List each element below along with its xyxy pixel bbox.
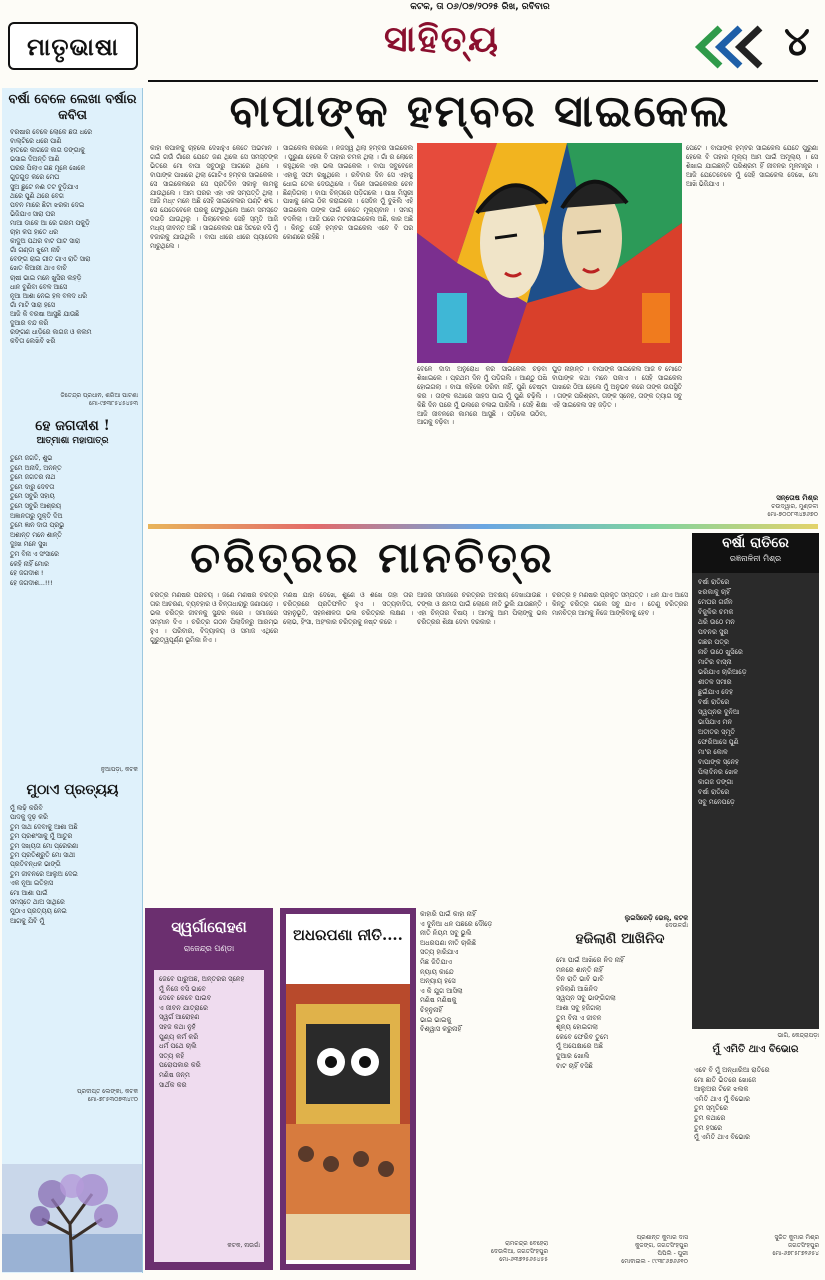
section-divider: [148, 524, 818, 529]
main-article-col-3: ବେଳେ ଦାଦା ଅନୁରୋଧ କରି ସାଇକେଲ ଚଢ଼ିବା ଶିଖାଇଲେ । ପ୍ରଥମ ଦିନ ମୁଁ ପଡ଼ିଗଲି । ଆଣ୍ଠୁ ଘଷି ହୋଇଗଲା । ବାପା କହିଲେ ଡରିବା ନାହିଁ, ପୁଣି ଚେଷ୍ଟା କର । ତାଙ୍କ କଥାରେ ସାହସ ପାଇ ମୁଁ ପୁଣି ଚଢ଼ିଲି । କିଛି ଦିନ ପରେ ମୁଁ ଭଲରେ ଚଳାଇ ପାରିଲି । ସେହି ଶିକ୍ଷା ଆଜି ଜୀବନରେ କାମରେ ଆସୁଛି । ପଡ଼ିଲେ ଉଠିବା, ଆଗକୁ ବଢ଼ିବା ।: [417, 366, 547, 427]
poem2-subtitle: ଆତ୍ମାଶା ମହାପାତ୍ର: [36, 436, 109, 446]
right-poem-title: ବର୍ଷା ରାତିରେ: [722, 535, 789, 551]
newspaper-logo: [8, 22, 138, 70]
svargarohan-title: ସ୍ୱର୍ଗାରୋହଣ: [171, 918, 247, 936]
right-poem-body: ବର୍ଷା ରାତିରେ ଝରକାକୁ ଚାହିଁ ମେଘର ଗର୍ଜନ ବିଜୁଳିର ଚମକ ଥରି ଉଠେ ମନ ପବନର ସୁର ଗଛର ପତ୍ର ନାଚି ଉଠେ ଖୁସିରେ ମାଟିର ବାସ୍ନା ଭରିଯାଏ ଚାରିଆଡ଼େ ଶୀତଳ ସମୀର ଛୁଇଁଯାଏ ଦେହ ବର୍ଷା ରାତିରେ ସ୍ୱପ୍ନର ଦୁନିଆ ଭାସିଯାଏ ମନ ଅତୀତର ସ୍ମୃତି ଫେରିଆସେ ପୁଣି ମା'ର କୋଳ ବାପାଙ୍କ ସ୍ନେହ ପିଲାଦିନର ଖେଳ କାଗଜ ଡଙ୍ଗା ବର୍ଷା ରାତିରେ ସବୁ ମନେପଡ଼େ: [698, 578, 747, 806]
poem2-body: ତୁମେ ଜଗତି, ଶୁଭ ତୁମେ ଅନାଦି, ଅନନ୍ତ ତୁମେ ଜଗତର ନାଥ ତୁମେ ଦାରୁ ଦେବତା ତୁମେ ସବୁରି ସହାୟ ତୁମେ ସବୁରି ଆଶ୍ରୟ ଅଜ୍ଞାନତାରୁ ମୁକ୍ତି ଦିଅ ତୁମେ ଜ୍ଞାନ ଦାତା ପ୍ରଭୁ ଅଶାନ୍ତ ମନେ ଶାନ୍ତି ଦୁଃଖ ମନେ ସୁଖ ତୁମ ବିନା ଏ ସଂସାରେ କେହି ନାହିଁ ମୋର ହେ ଜଗଦୀଶ ! ହେ ଜଗଦୀଶ...!!!: [10, 454, 65, 587]
adharpana-title: ଅଧରପଣା ନୀତି....: [293, 926, 403, 944]
masthead-rule: [148, 80, 818, 82]
poem1-body: ବରଷାର ବେଳେ ଲୋକେ ଛତା ଧରେ ବାଲ୍ଟିରେ ଧରେ ପାଣି ହାତରେ କାଗଜେ କାଗ ଡଙ୍ଗାକୁ ଭସାଇ ଦିଅନ୍ତି ଆଣି ଘରର ପିଲାଏ ଗଛ ମୂଳେ ଖେଳେ ଗୁଡ଼ଗୁଡ଼ କରେ ମେଘ ସୁଅ ଛୁଟେ ନଈ ତଟ ବୁଡ଼ିଯାଏ ଥରେ ପୁଣି ଥରେ ବେଗ ପବନ ମାରେ ଛିଟା ଝରକା ଦେଇ ଭିଜିଯାଏ ସାରା ଘର ମାଆ ଡାକେ ଆ ରେ ଗରମ ପକୁଡ଼ି ଚାହା କପ ହାତେ ଧର କାଦୁଅ ପଥର ବାଟ ଘାଟ ସାରା ଗାଁ ଗଣ୍ଡା ଝୁମେ ନାଚି ବେଙ୍ଗ ରାଇ ଗୀତ ଗାଏ ରାତି ସାରା ଖେତ କିଆରୀ ଥାଏ ବାଚି ଚାଷୀ ଭାଇ ମନେ ଖୁସିର ଲହଡ଼ି ଧାନ ବୁଣିବା ବେଳ ଆସେ ନୂଆ ଆଶା ନେଇ ହଳ ବଳଦ ଧରି ଗାଁ ମାଟି ସାରା ହସେ ଆଜି କି ବରଷା ଆସୁଛି ଯାଉଛି ଦୁଆର ବନ୍ଦ କରି ରଙ୍ଗଣ ଧାଡ଼ିରେ କାଗଜ ଓ କଲମ କବିତା ଲେଖିବି ଝରି: [10, 128, 93, 346]
tree-painting: [2, 1164, 142, 1272]
right-poem2-body: ଏବେ ବି ମୁଁ ଅନ୍ଧାରିଆ ରାତିରେ ମୋ ଛାତି ଭିତରେ ଖୋଜେ ଆଲୁଅର ଟିକେ ଝଲକ ଏମିତି ଥାଏ ମୁଁ ବିଭୋର ତୁମ ସ୍ମୃତିରେ ତୁମ କଥାରେ ତୁମ ହସରେ ମୁଁ ଏମିତି ଥାଏ ବିଭୋର: [694, 1066, 770, 1142]
poem2-title: ହେ ଜଗଦୀଶ !: [35, 418, 110, 434]
adharpana-author: ରାମଚନ୍ଦ୍ର ବେହେରା ଦେଉଳିଆ, ଜଗତସିଂହପୁର ମୋ-୬୩୭୨୫୬୫୪୫୫: [490, 1240, 548, 1263]
hajilani-author: ପ୍ରଶାନ୍ତ କୁମାର ଦାସ କୁଜଙ୍ଗ, ଜଗତସିଂହପୁର ପିପିଲି - ପୁରୀ ମୋବାଇଲ - ୯୯୩୮୬୭୬୬୧୦: [621, 1234, 688, 1265]
right-poem-subtitle: ରଜ୍ଞନାଳିନୀ ମିଶ୍ର: [729, 554, 782, 563]
poem1-title: ବର୍ଷା ବେଳେ ଲେଖା ବର୍ଷାର କବିତା: [8, 92, 137, 123]
main-headline: ବାପାଙ୍କ ହମ୍ବର ସାଇକେଲ: [229, 86, 731, 137]
right-poem-author: ଭାଗି, କେନ୍ଦ୍ରାପଡ଼ା: [777, 1032, 819, 1039]
right-poem2-title: ମୁଁ ଏମିତି ଥାଏ ବିଭୋର: [712, 1044, 799, 1055]
hajilani-title: ହଜିଲାଣି ଆଖିନିଦ: [575, 931, 665, 947]
main-article-col-1: କାହା କପାଳକୁ ଚାହିଁଲେ ଦେଖିହୁଏ କେତେ ଅଭିମାନ । ଗଇଁ ଗଉଁ ଗାଁରେ ଯେତେ ଜଣ ଥିଲେ ସେ ସମସ୍ତଙ୍କ ଭିତରେ ମୋ ବାପା ସବୁଠାରୁ ଆଗରେ ଥିଲେ । ବାପାଙ୍କ ପାଖରେ ଥିଲା ଗୋଟିଏ ହମ୍ବର ସାଇକେଲ । ସେ ସାଇକେଲରେ ସେ ପ୍ରତିଦିନ ସକାଳୁ କାମକୁ ଯାଉଥିଲେ । ଆମ ଘରର ଏହା ଏକ ସମ୍ପତ୍ତି ଥିଲା । ଆଜି ମଧ୍୯ ମନେ ଅଛି ସେହି ସାଇକେଲର ଘଣ୍ଟି ଶବ୍ଦ । ସେ ଯେତେବେଳେ ଘରକୁ ଫେରୁଥିଲେ ଆମେ ସମସ୍ତେ ଦଉଡ଼ି ଯାଉଥିଲୁ । ପିଲାବେଳର ସେହି ସ୍ମୃତି ଆଜି ମଧ୍ୟ ଜୀବନ୍ତ ଅଛି । ସାଇକେଲର ପଛ ସିଟରେ ବସି ମୁଁ ବଜାରକୁ ଯାଉଥିଲି । ବାପା ଧୀରେ ଧୀରେ ପ୍ୟାଡେଲ ମାରୁଥିଲେ ।: [150, 145, 278, 250]
right-poem-header: [692, 533, 819, 573]
left-column: [2, 88, 143, 1273]
adharpana-body: କାହାରି ପାଇଁ କାହା ନାହିଁ ଏ ଦୁନିଆ ଧନ ପଛରେ ଦୌଡ଼େ ନୀତି ନିୟମ ସବୁ ଭୁଲି ଅଧରପଣା ନୀତି ଚାଲିଛି ସତ୍ୟ ହାରିଯାଏ ମିଛ ଜିତିଯାଏ ନ୍ୟାୟ କାନ୍ଦେ ଅନ୍ୟାୟ ହସେ ଏ କି ଯୁଗ ଆସିଲା ମଣିଷ ମଣିଷକୁ ଚିହ୍ନୁନାହିଁ ଭାଇ ଭାଇକୁ ବିଶ୍ୱାସ କରୁନାହିଁ: [420, 910, 493, 1034]
svargarohan-body-box: [154, 970, 264, 1262]
article2-author: ଲୁଇସିରେଡ଼ି ଭେଲ୍, କଟକ: [624, 914, 688, 922]
logo-text: ମାତୃଭାଷା: [26, 31, 120, 61]
main-article-col-2: ସାଇକେଲ କରିଲେ । ନିଜସ୍ୱ ଥିଲା ହମ୍ବର ସାଇକେଲ । ପୁରୁଣା ହେଲେ ବି ତାହାର ଚମକ ଥିଲା । ଗାଁ ର ଲୋକେ କହୁଥିଲେ ଏହା ଭଲ ସାଇକେଲ । ବାପା ସବୁବେଳେ ଏହାକୁ ସଫା ରଖୁଥିଲେ । ରବିବାର ଦିନ ସେ ଏହାକୁ ଧୋଇ ତେଲ ଦେଉଥିଲେ । ଦିନେ ସାଇକେଲର ଚେନ ଛିଣ୍ଡିଗଲା । ବାପା ଚିନ୍ତାରେ ପଡ଼ିଗଲେ । ପାଖ ମିସ୍ତ୍ରୀ ପାଖକୁ ନେଇ ଠିକ କରାଇଲେ । ସେଦିନ ମୁଁ ବୁଝିଲି ଏହି ସାଇକେଲ ତାଙ୍କ ପାଇଁ କେତେ ମୂଲ୍ୟବାନ । ସମୟ ବଦଳିଲା । ଆଜି ଘରେ ମଟରସାଇକେଲ ଅଛି, କାର ଅଛି । କିନ୍ତୁ ସେହି ହମ୍ବର ସାଇକେଲ ଏବେ ବି ଘର କୋଣରେ ରହିଛି ।: [283, 145, 413, 242]
page-number: ୪: [784, 18, 810, 65]
chevron-left-icon: [690, 22, 770, 72]
svargarohan-body: ଜେବେ ପାରୁଅଛ, ଅନ୍ତରର ସ୍ନେହ ମୁଁ ନିଜେ ବସି ଭାବେ ଦେବେ କେବେ ପାଇବ ଏ ଜୀବନ ଯାତ୍ରାରେ ସ୍ୱର୍ଗ ଆରୋହଣ ସହଜ କଥା ନୁହଁ ପୁଣ୍ୟ କର୍ମ କରି ଧର୍ମ ପଥେ ଚାଲି ସତ୍ୟ କହି ପରୋପକାର କରି ମଣିଷ ଜନ୍ମ ସାର୍ଥକ କର: [159, 975, 245, 1089]
main-article-author-place: ଚଉଦ୍ୱାର, ମୁଣ୍ଡଳୀ: [771, 503, 818, 510]
article2-title: ଚରିତ୍ରର ମାନଚିତ୍ର: [190, 533, 555, 582]
abstract-faces-painting: [417, 143, 682, 363]
poem3-title: ମୁଠାଏ ପ୍ରତ୍ୟୟ: [26, 782, 119, 798]
main-article-col-4: ଘୁଡ଼ ନାହାନ୍ତି । ବାପାଙ୍କ ସାଇକେଲ ଆଜି ବି ମୋତେ ବାପାଙ୍କ କଥା ମନେ ପକାଏ । ସେହି ସାଇକେଲ ପାଖରେ ଠିଆ ହେଲେ ମୁଁ ଅନୁଭବ କରେ ତାଙ୍କ ଉପସ୍ଥିତି । ତାଙ୍କ ପରିଶ୍ରମ, ତାଙ୍କ ସ୍ନେହ, ତାଙ୍କ ତ୍ୟାଗ ସବୁ ଏହି ସାଇକେଲ ସହ ଜଡ଼ିତ ।: [552, 366, 682, 409]
main-article-author: ସନ୍ତୋଷ ମିଶ୍ର: [776, 494, 818, 502]
hajilani-body: ମୋ ପାଇଁ ଆଖିରେ ନିଦ ନାହିଁ ମନରେ ଶାନ୍ତି ନାହିଁ ଦିନ ରାତି ଭାବି ଭାବି ହଜିଲାଣି ଆଖିନିଦ ସ୍ୱପ୍ନ ସବୁ ଭାଙ୍ଗିଗଲା ଆଶା ସବୁ ହଜିଗଲା ତୁମ ବିନା ଏ ଜୀବନ ଶୂନ୍ୟ ହୋଇଗଲା କେବେ ଫେରିବ ତୁମେ ମୁଁ ଅପେକ୍ଷାରେ ଅଛି ଦୁଆର ଖୋଲି ବାଟ ଚାହିଁ ବସିଛି: [556, 956, 624, 1070]
poem-box-adharpana: [280, 908, 416, 1270]
section-title: ସାହିତ୍ୟ: [383, 18, 501, 60]
main-article-col-6: ପେଟେ । ବାପାଙ୍କ ହମ୍ବର ସାଇକେଲ ଯେତେ ପୁରୁଣା ହେଲେ ବି ତାହାର ମୂଲ୍ୟ ଆମ ପାଇଁ ଅମୂଲ୍ୟ । ସେ ଶିଖାଇ ଯାଇଛନ୍ତି ପରିଶ୍ରମ ହିଁ ଜୀବନର ମୂଳମନ୍ତ୍ର । ଆଜି ଯେତେବେଳେ ମୁଁ ସେହି ସାଇକେଲ ଦେଖେ, ମୋ ଆଖି ଭିଜିଯାଏ ।: [686, 145, 818, 188]
svargarohan-author: ରାଜେନ୍ଦ୍ର ପଣ୍ଡା: [183, 944, 235, 953]
article2-col-2: ମଣିଷ ଯାହା ଦେଖେ, ଶୁଣେ ଓ ଶିଖେ ତାହା ତାର ଚରିତ୍ରରେ ପ୍ରତିଫଳିତ ହୁଏ । ସତ୍ୟବାଦିତା, ସହାନୁଭୂତି, ସହନଶୀଳତା ଭଲ ଚରିତ୍ରର ଲକ୍ଷଣ । ଲୋଭ, ହିଂସା, ଅହଂକାର ଚରିତ୍ରକୁ ନଷ୍ଟ କରେ ।: [283, 592, 413, 626]
poem1-author: ଜିତେନ୍ଦ୍ର ପ୍ରଧାନ, ଶରିଆ ପାଟଣା ମୋ-୯୭୩୮୫୪୫୪୫୩: [60, 392, 138, 407]
rath-yatra-photo: [286, 984, 410, 1260]
article2-col-1: ଚରିତ୍ର ମଣିଷର ପରିଚୟ । ଜଣେ ମଣିଷର ଚରିତ୍ର ତାର ଆଚରଣ, ବ୍ୟବହାର ଓ ଚିନ୍ତାଧାରାରୁ ଜଣାପଡ଼େ । ଭଲ ଚରିତ୍ର ଜୀବନକୁ ସୁନ୍ଦର କରେ । ସମାଜରେ ସମ୍ମାନ ଦିଏ । ଚରିତ୍ର ଗଠନ ପିଲାଦିନରୁ ଆରମ୍ଭ ହୁଏ । ପରିବାର, ବିଦ୍ୟାଳୟ ଓ ସମାଜ ଏଥିରେ ଗୁରୁତ୍ୱପୂର୍ଣ୍ଣ ଭୂମିକା ନିଏ ।: [150, 592, 278, 644]
article2-col-3: ଆଜିର ସମାଜରେ ଚରିତ୍ରର ଅବକ୍ଷୟ ଦେଖାଯାଉଛି । ଟଙ୍କା ଓ କ୍ଷମତା ପାଇଁ ଲୋକେ ନୀତି ଭୁଲି ଯାଉଛନ୍ତି । ଏହା ଚିନ୍ତାର ବିଷୟ । ଆମକୁ ଆମ ପିଲାଙ୍କୁ ଭଲ ଚରିତ୍ରର ଶିକ୍ଷା ଦେବା ଦରକାର ।: [417, 592, 547, 626]
dateline: କଟକ, ତା ୦୬/୦୭/୨୦୨୫ ରିଖ, ରବିବାର: [410, 2, 550, 12]
poem3-author: ପ୍ରଦୀପ୍ତ ଲେଙ୍କା, କଟକ ମୋ-୭୮୫୩୦୭୩୪୯୦: [77, 1088, 138, 1103]
right-poem2-author: ସୁଜିତ କୁମାର ମିଶ୍ର ଜଗତସିଂହପୁର ମୋ-୬୭୮୫୮୭୨୬୫୪: [772, 1234, 819, 1257]
main-article-author-phone: ମୋ-୭୦୦୮୩୪୭୬୭୦: [767, 511, 818, 518]
article2-col-4: ଚରିତ୍ର ହିଁ ମଣିଷର ପ୍ରକୃତ ସମ୍ପତ୍ତି । ଧନ ଯାଏ ଆସେ କିନ୍ତୁ ଚରିତ୍ର ଗଲେ ସବୁ ଯାଏ । ତେଣୁ ଚରିତ୍ରର ମାନଚିତ୍ର ଆମକୁ ନିଜେ ଆଙ୍କିବାକୁ ହେବ ।: [552, 592, 688, 617]
svargarohan-place: କଟକ, ନାଉଗାଁ: [227, 1242, 260, 1249]
masthead: [0, 0, 825, 86]
article2-author-place: ଦେଉଳଗାଁ: [665, 922, 688, 929]
poem2-place: ନୁଆପଡ଼ା, କଟକ: [100, 766, 138, 773]
right-poem-panel: [692, 533, 819, 1029]
poem3-body: ମୁଁ ଲଢ଼ି କରିବି ପାଦକୁ ଦୃଢ଼ କରି ତୁମ ସାଥ ଦେବାକୁ ଆଶା ଅଛି ତୁମ ପ୍ରଶଂସାକୁ ମୁଁ ଆତୁର ତୁମ ସଖ୍ୟତା ମୋ ପ୍ରେରଣା ତୁମ ପ୍ରତିଶ୍ରୁତି ମୋ ସାଥୀ ପ୍ରତିବନ୍ଧକ ଭାଙ୍ଗି ତୁମ ଜୀବନରେ ଆଲୁଅ ଦେଇ ଏକ ନୂଆ ଇତିହାସ ମୋ ଆଶା ପାଇଁ ସମସ୍ତେ ଥାଅ ସାଥିରେ ମୁଠାଏ ପ୍ରତ୍ୟୟ ନେଇ ଆଗକୁ ଯିବି ମୁଁ: [10, 804, 79, 925]
